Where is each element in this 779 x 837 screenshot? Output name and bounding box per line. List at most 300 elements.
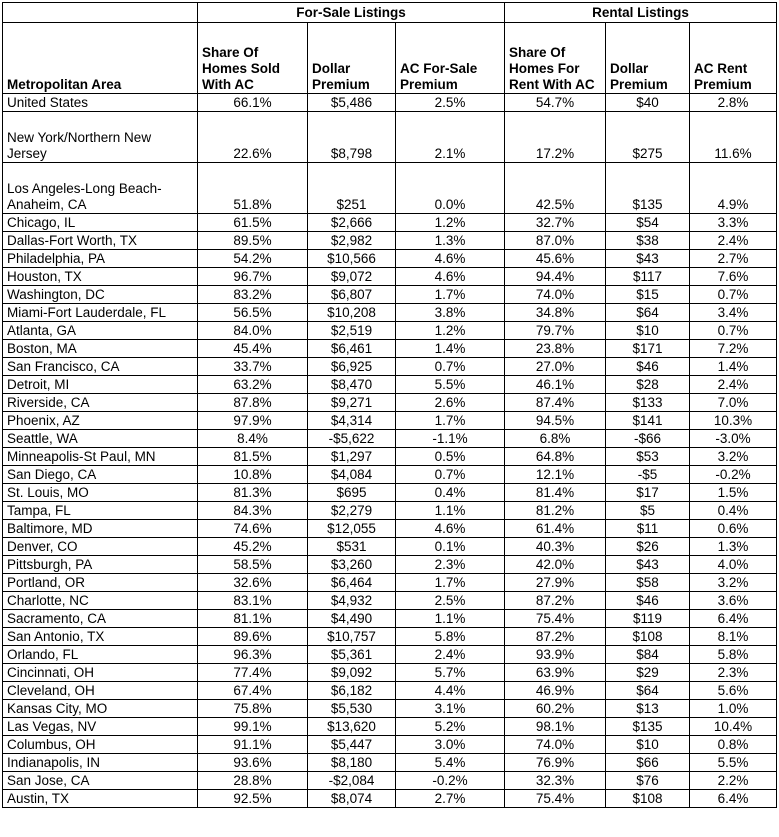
cell-rent-premium: 10.4% bbox=[690, 718, 777, 736]
cell-sale-dollar-premium: $6,807 bbox=[308, 286, 396, 304]
cell-rent-dollar-premium: $46 bbox=[606, 358, 690, 376]
cell-share-rent: 42.5% bbox=[505, 163, 606, 214]
cell-sale-premium: 4.6% bbox=[396, 250, 505, 268]
cell-sale-dollar-premium: $10,208 bbox=[308, 304, 396, 322]
column-header-share-sold: Share Of Homes Sold With AC bbox=[198, 23, 308, 94]
column-header-sale-premium: AC For-Sale Premium bbox=[396, 23, 505, 94]
cell-area: Portland, OR bbox=[3, 574, 198, 592]
cell-sale-premium: 5.8% bbox=[396, 628, 505, 646]
cell-rent-premium: 2.7% bbox=[690, 250, 777, 268]
cell-share-sold: 56.5% bbox=[198, 304, 308, 322]
group-header-row bbox=[3, 3, 777, 23]
cell-area: Washington, DC bbox=[3, 286, 198, 304]
table-row bbox=[3, 484, 777, 502]
table-row bbox=[3, 718, 777, 736]
cell-share-rent: 40.3% bbox=[505, 538, 606, 556]
cell-share-sold: 84.3% bbox=[198, 502, 308, 520]
cell-share-sold: 81.3% bbox=[198, 484, 308, 502]
cell-rent-dollar-premium: $40 bbox=[606, 94, 690, 112]
cell-rent-premium: 2.3% bbox=[690, 664, 777, 682]
cell-share-sold: 22.6% bbox=[198, 112, 308, 163]
cell-rent-dollar-premium: $84 bbox=[606, 646, 690, 664]
cell-share-sold: 8.4% bbox=[198, 430, 308, 448]
cell-share-rent: 63.9% bbox=[505, 664, 606, 682]
cell-rent-dollar-premium: $135 bbox=[606, 718, 690, 736]
cell-rent-premium: 5.6% bbox=[690, 682, 777, 700]
cell-sale-premium: 2.5% bbox=[396, 94, 505, 112]
cell-rent-dollar-premium: $141 bbox=[606, 412, 690, 430]
cell-sale-dollar-premium: -$2,084 bbox=[308, 772, 396, 790]
table-body bbox=[3, 94, 777, 808]
cell-share-sold: 93.6% bbox=[198, 754, 308, 772]
cell-sale-dollar-premium: $4,490 bbox=[308, 610, 396, 628]
cell-sale-premium: 1.3% bbox=[396, 232, 505, 250]
cell-sale-dollar-premium: $251 bbox=[308, 163, 396, 214]
table-row bbox=[3, 448, 777, 466]
cell-sale-premium: 1.1% bbox=[396, 610, 505, 628]
cell-sale-dollar-premium: $10,566 bbox=[308, 250, 396, 268]
cell-rent-premium: 2.8% bbox=[690, 94, 777, 112]
cell-area: Columbus, OH bbox=[3, 736, 198, 754]
column-header-rent-dollar-premium: Dollar Premium bbox=[606, 23, 690, 94]
cell-sale-premium: 5.5% bbox=[396, 376, 505, 394]
cell-sale-premium: 3.1% bbox=[396, 700, 505, 718]
cell-area: San Francisco, CA bbox=[3, 358, 198, 376]
cell-rent-dollar-premium: $119 bbox=[606, 610, 690, 628]
cell-rent-dollar-premium: $66 bbox=[606, 754, 690, 772]
cell-share-rent: 46.9% bbox=[505, 682, 606, 700]
cell-area: San Antonio, TX bbox=[3, 628, 198, 646]
cell-share-rent: 54.7% bbox=[505, 94, 606, 112]
cell-sale-premium: 1.1% bbox=[396, 502, 505, 520]
cell-area: Pittsburgh, PA bbox=[3, 556, 198, 574]
cell-area: United States bbox=[3, 94, 198, 112]
cell-share-rent: 74.0% bbox=[505, 286, 606, 304]
cell-rent-premium: 3.3% bbox=[690, 214, 777, 232]
cell-share-rent: 34.8% bbox=[505, 304, 606, 322]
cell-area: Philadelphia, PA bbox=[3, 250, 198, 268]
cell-share-rent: 27.9% bbox=[505, 574, 606, 592]
cell-share-sold: 81.5% bbox=[198, 448, 308, 466]
cell-sale-dollar-premium: $8,470 bbox=[308, 376, 396, 394]
table-row bbox=[3, 574, 777, 592]
table-row bbox=[3, 430, 777, 448]
table-row bbox=[3, 466, 777, 484]
cell-share-sold: 74.6% bbox=[198, 520, 308, 538]
table-row bbox=[3, 412, 777, 430]
cell-area: Baltimore, MD bbox=[3, 520, 198, 538]
cell-rent-premium: 8.1% bbox=[690, 628, 777, 646]
cell-sale-dollar-premium: $9,072 bbox=[308, 268, 396, 286]
cell-share-sold: 96.3% bbox=[198, 646, 308, 664]
cell-area: Riverside, CA bbox=[3, 394, 198, 412]
cell-rent-premium: 7.0% bbox=[690, 394, 777, 412]
table-row bbox=[3, 268, 777, 286]
cell-sale-premium: 0.1% bbox=[396, 538, 505, 556]
cell-rent-dollar-premium: $17 bbox=[606, 484, 690, 502]
cell-rent-premium: 1.3% bbox=[690, 538, 777, 556]
cell-rent-dollar-premium: $135 bbox=[606, 163, 690, 214]
cell-area: Cleveland, OH bbox=[3, 682, 198, 700]
cell-sale-dollar-premium: $2,666 bbox=[308, 214, 396, 232]
group-header-for-sale: For-Sale Listings bbox=[198, 3, 505, 23]
cell-rent-premium: 11.6% bbox=[690, 112, 777, 163]
cell-rent-premium: 0.7% bbox=[690, 286, 777, 304]
cell-rent-dollar-premium: $46 bbox=[606, 592, 690, 610]
cell-area: Los Angeles-Long Beach-Anaheim, CA bbox=[3, 163, 198, 214]
cell-rent-premium: 7.2% bbox=[690, 340, 777, 358]
cell-sale-premium: 5.4% bbox=[396, 754, 505, 772]
cell-rent-dollar-premium: $133 bbox=[606, 394, 690, 412]
cell-rent-premium: 1.0% bbox=[690, 700, 777, 718]
cell-area: Atlanta, GA bbox=[3, 322, 198, 340]
cell-sale-dollar-premium: $2,982 bbox=[308, 232, 396, 250]
cell-rent-dollar-premium: -$66 bbox=[606, 430, 690, 448]
table-row bbox=[3, 646, 777, 664]
cell-rent-premium: 3.6% bbox=[690, 592, 777, 610]
cell-sale-premium: 0.4% bbox=[396, 484, 505, 502]
cell-rent-premium: 10.3% bbox=[690, 412, 777, 430]
cell-sale-premium: 1.4% bbox=[396, 340, 505, 358]
cell-sale-dollar-premium: $6,182 bbox=[308, 682, 396, 700]
cell-area: Boston, MA bbox=[3, 340, 198, 358]
cell-sale-dollar-premium: $3,260 bbox=[308, 556, 396, 574]
cell-rent-dollar-premium: $108 bbox=[606, 628, 690, 646]
cell-share-sold: 99.1% bbox=[198, 718, 308, 736]
cell-share-sold: 63.2% bbox=[198, 376, 308, 394]
cell-share-sold: 89.6% bbox=[198, 628, 308, 646]
cell-sale-premium: 4.6% bbox=[396, 268, 505, 286]
cell-sale-dollar-premium: $8,074 bbox=[308, 790, 396, 808]
cell-rent-dollar-premium: $275 bbox=[606, 112, 690, 163]
table-row bbox=[3, 340, 777, 358]
cell-sale-premium: 0.0% bbox=[396, 163, 505, 214]
cell-sale-premium: 2.1% bbox=[396, 112, 505, 163]
cell-share-rent: 81.4% bbox=[505, 484, 606, 502]
table-row bbox=[3, 592, 777, 610]
cell-sale-premium: 0.7% bbox=[396, 466, 505, 484]
cell-rent-premium: 5.8% bbox=[690, 646, 777, 664]
cell-sale-dollar-premium: $6,925 bbox=[308, 358, 396, 376]
cell-rent-premium: 4.9% bbox=[690, 163, 777, 214]
cell-share-sold: 45.4% bbox=[198, 340, 308, 358]
cell-rent-premium: 2.4% bbox=[690, 376, 777, 394]
cell-share-rent: 64.8% bbox=[505, 448, 606, 466]
cell-sale-premium: 2.6% bbox=[396, 394, 505, 412]
cell-area: Charlotte, NC bbox=[3, 592, 198, 610]
cell-sale-dollar-premium: $695 bbox=[308, 484, 396, 502]
cell-rent-premium: 3.2% bbox=[690, 448, 777, 466]
cell-area: Sacramento, CA bbox=[3, 610, 198, 628]
cell-area: Denver, CO bbox=[3, 538, 198, 556]
cell-share-sold: 54.2% bbox=[198, 250, 308, 268]
cell-sale-dollar-premium: -$5,622 bbox=[308, 430, 396, 448]
cell-area: New York/Northern New Jersey bbox=[3, 112, 198, 163]
cell-rent-dollar-premium: $43 bbox=[606, 556, 690, 574]
cell-rent-premium: 3.4% bbox=[690, 304, 777, 322]
cell-share-rent: 61.4% bbox=[505, 520, 606, 538]
cell-rent-dollar-premium: $11 bbox=[606, 520, 690, 538]
table-row bbox=[3, 610, 777, 628]
table-row bbox=[3, 556, 777, 574]
ac-premium-table bbox=[2, 2, 777, 808]
table-row bbox=[3, 232, 777, 250]
cell-share-sold: 96.7% bbox=[198, 268, 308, 286]
table-row bbox=[3, 682, 777, 700]
cell-sale-dollar-premium: $5,530 bbox=[308, 700, 396, 718]
cell-area: Tampa, FL bbox=[3, 502, 198, 520]
cell-share-rent: 81.2% bbox=[505, 502, 606, 520]
cell-share-rent: 93.9% bbox=[505, 646, 606, 664]
cell-rent-premium: 2.2% bbox=[690, 772, 777, 790]
cell-share-sold: 51.8% bbox=[198, 163, 308, 214]
cell-area: San Diego, CA bbox=[3, 466, 198, 484]
cell-share-sold: 10.8% bbox=[198, 466, 308, 484]
cell-sale-dollar-premium: $5,447 bbox=[308, 736, 396, 754]
cell-sale-dollar-premium: $12,055 bbox=[308, 520, 396, 538]
cell-share-rent: 32.7% bbox=[505, 214, 606, 232]
cell-rent-dollar-premium: $26 bbox=[606, 538, 690, 556]
table-row bbox=[3, 163, 777, 214]
cell-rent-dollar-premium: $54 bbox=[606, 214, 690, 232]
cell-area: Austin, TX bbox=[3, 790, 198, 808]
cell-rent-premium: 1.5% bbox=[690, 484, 777, 502]
cell-share-rent: 17.2% bbox=[505, 112, 606, 163]
cell-area: Seattle, WA bbox=[3, 430, 198, 448]
table-row bbox=[3, 700, 777, 718]
cell-share-sold: 91.1% bbox=[198, 736, 308, 754]
table-row bbox=[3, 358, 777, 376]
cell-rent-dollar-premium: $5 bbox=[606, 502, 690, 520]
cell-share-sold: 81.1% bbox=[198, 610, 308, 628]
cell-share-sold: 61.5% bbox=[198, 214, 308, 232]
cell-share-rent: 32.3% bbox=[505, 772, 606, 790]
cell-rent-premium: -0.2% bbox=[690, 466, 777, 484]
table-row bbox=[3, 214, 777, 232]
cell-rent-premium: 0.7% bbox=[690, 322, 777, 340]
cell-area: Cincinnati, OH bbox=[3, 664, 198, 682]
table-row bbox=[3, 112, 777, 163]
column-header-sale-dollar-premium: Dollar Premium bbox=[308, 23, 396, 94]
table-row bbox=[3, 394, 777, 412]
cell-area: Kansas City, MO bbox=[3, 700, 198, 718]
cell-sale-premium: 4.6% bbox=[396, 520, 505, 538]
table-row bbox=[3, 502, 777, 520]
cell-share-sold: 45.2% bbox=[198, 538, 308, 556]
column-header-share-rent: Share Of Homes For Rent With AC bbox=[505, 23, 606, 94]
cell-share-rent: 76.9% bbox=[505, 754, 606, 772]
cell-rent-premium: 0.4% bbox=[690, 502, 777, 520]
cell-area: Houston, TX bbox=[3, 268, 198, 286]
cell-area: Chicago, IL bbox=[3, 214, 198, 232]
cell-sale-premium: 2.3% bbox=[396, 556, 505, 574]
cell-share-rent: 42.0% bbox=[505, 556, 606, 574]
cell-sale-premium: -0.2% bbox=[396, 772, 505, 790]
table-row bbox=[3, 304, 777, 322]
cell-sale-premium: 0.7% bbox=[396, 358, 505, 376]
cell-sale-premium: 2.5% bbox=[396, 592, 505, 610]
table-row bbox=[3, 286, 777, 304]
cell-share-sold: 92.5% bbox=[198, 790, 308, 808]
cell-share-rent: 74.0% bbox=[505, 736, 606, 754]
cell-rent-premium: 3.2% bbox=[690, 574, 777, 592]
cell-rent-premium: -3.0% bbox=[690, 430, 777, 448]
cell-area: Minneapolis-St Paul, MN bbox=[3, 448, 198, 466]
cell-share-rent: 75.4% bbox=[505, 610, 606, 628]
cell-rent-premium: 6.4% bbox=[690, 610, 777, 628]
cell-share-rent: 23.8% bbox=[505, 340, 606, 358]
cell-sale-premium: 1.7% bbox=[396, 574, 505, 592]
cell-sale-dollar-premium: $9,092 bbox=[308, 664, 396, 682]
cell-share-sold: 83.2% bbox=[198, 286, 308, 304]
cell-sale-dollar-premium: $5,486 bbox=[308, 94, 396, 112]
cell-share-rent: 87.0% bbox=[505, 232, 606, 250]
cell-rent-premium: 5.5% bbox=[690, 754, 777, 772]
cell-share-sold: 28.8% bbox=[198, 772, 308, 790]
cell-share-sold: 66.1% bbox=[198, 94, 308, 112]
cell-rent-premium: 7.6% bbox=[690, 268, 777, 286]
cell-sale-dollar-premium: $531 bbox=[308, 538, 396, 556]
cell-rent-dollar-premium: $58 bbox=[606, 574, 690, 592]
cell-share-rent: 27.0% bbox=[505, 358, 606, 376]
table-row bbox=[3, 790, 777, 808]
cell-sale-premium: 3.0% bbox=[396, 736, 505, 754]
cell-sale-premium: 2.4% bbox=[396, 646, 505, 664]
cell-share-rent: 87.2% bbox=[505, 628, 606, 646]
cell-share-rent: 87.4% bbox=[505, 394, 606, 412]
cell-share-rent: 79.7% bbox=[505, 322, 606, 340]
cell-share-sold: 89.5% bbox=[198, 232, 308, 250]
table-row bbox=[3, 250, 777, 268]
cell-sale-dollar-premium: $4,084 bbox=[308, 466, 396, 484]
cell-share-sold: 32.6% bbox=[198, 574, 308, 592]
cell-share-sold: 77.4% bbox=[198, 664, 308, 682]
cell-rent-dollar-premium: $10 bbox=[606, 322, 690, 340]
table-row bbox=[3, 664, 777, 682]
cell-sale-premium: 1.7% bbox=[396, 286, 505, 304]
cell-area: Las Vegas, NV bbox=[3, 718, 198, 736]
cell-sale-premium: 2.7% bbox=[396, 790, 505, 808]
table-row bbox=[3, 94, 777, 112]
cell-area: Detroit, MI bbox=[3, 376, 198, 394]
group-header-rental: Rental Listings bbox=[505, 3, 777, 23]
cell-share-sold: 83.1% bbox=[198, 592, 308, 610]
cell-rent-dollar-premium: $64 bbox=[606, 304, 690, 322]
cell-sale-dollar-premium: $8,798 bbox=[308, 112, 396, 163]
cell-share-sold: 33.7% bbox=[198, 358, 308, 376]
cell-sale-dollar-premium: $6,461 bbox=[308, 340, 396, 358]
cell-share-sold: 84.0% bbox=[198, 322, 308, 340]
cell-share-rent: 46.1% bbox=[505, 376, 606, 394]
table-row bbox=[3, 322, 777, 340]
cell-sale-dollar-premium: $10,757 bbox=[308, 628, 396, 646]
cell-sale-premium: 0.5% bbox=[396, 448, 505, 466]
cell-rent-dollar-premium: $15 bbox=[606, 286, 690, 304]
table-row bbox=[3, 538, 777, 556]
cell-rent-dollar-premium: $53 bbox=[606, 448, 690, 466]
cell-share-rent: 60.2% bbox=[505, 700, 606, 718]
cell-share-rent: 98.1% bbox=[505, 718, 606, 736]
cell-share-sold: 58.5% bbox=[198, 556, 308, 574]
cell-rent-premium: 1.4% bbox=[690, 358, 777, 376]
cell-sale-premium: -1.1% bbox=[396, 430, 505, 448]
cell-share-rent: 94.5% bbox=[505, 412, 606, 430]
cell-rent-dollar-premium: $64 bbox=[606, 682, 690, 700]
table-row bbox=[3, 628, 777, 646]
cell-rent-premium: 0.6% bbox=[690, 520, 777, 538]
cell-rent-dollar-premium: $171 bbox=[606, 340, 690, 358]
cell-share-sold: 97.9% bbox=[198, 412, 308, 430]
table-row bbox=[3, 736, 777, 754]
cell-sale-premium: 4.4% bbox=[396, 682, 505, 700]
cell-share-rent: 87.2% bbox=[505, 592, 606, 610]
column-header-row bbox=[3, 23, 777, 94]
cell-share-rent: 45.6% bbox=[505, 250, 606, 268]
cell-rent-premium: 0.8% bbox=[690, 736, 777, 754]
cell-sale-dollar-premium: $4,314 bbox=[308, 412, 396, 430]
table-row bbox=[3, 520, 777, 538]
cell-area: Orlando, FL bbox=[3, 646, 198, 664]
column-header-rent-premium: AC Rent Premium bbox=[690, 23, 777, 94]
cell-rent-dollar-premium: $43 bbox=[606, 250, 690, 268]
cell-sale-dollar-premium: $5,361 bbox=[308, 646, 396, 664]
cell-sale-premium: 5.2% bbox=[396, 718, 505, 736]
cell-share-sold: 67.4% bbox=[198, 682, 308, 700]
cell-rent-dollar-premium: $10 bbox=[606, 736, 690, 754]
cell-sale-dollar-premium: $8,180 bbox=[308, 754, 396, 772]
cell-sale-dollar-premium: $4,932 bbox=[308, 592, 396, 610]
cell-sale-dollar-premium: $9,271 bbox=[308, 394, 396, 412]
cell-sale-premium: 1.7% bbox=[396, 412, 505, 430]
cell-rent-premium: 6.4% bbox=[690, 790, 777, 808]
cell-rent-dollar-premium: $117 bbox=[606, 268, 690, 286]
cell-area: Phoenix, AZ bbox=[3, 412, 198, 430]
table-row bbox=[3, 772, 777, 790]
cell-rent-dollar-premium: $13 bbox=[606, 700, 690, 718]
table-row bbox=[3, 754, 777, 772]
cell-share-rent: 12.1% bbox=[505, 466, 606, 484]
cell-rent-dollar-premium: $108 bbox=[606, 790, 690, 808]
cell-area: Indianapolis, IN bbox=[3, 754, 198, 772]
cell-area: San Jose, CA bbox=[3, 772, 198, 790]
cell-sale-premium: 5.7% bbox=[396, 664, 505, 682]
cell-share-rent: 75.4% bbox=[505, 790, 606, 808]
cell-rent-premium: 2.4% bbox=[690, 232, 777, 250]
cell-sale-premium: 3.8% bbox=[396, 304, 505, 322]
cell-sale-dollar-premium: $6,464 bbox=[308, 574, 396, 592]
column-header-area: Metropolitan Area bbox=[3, 23, 198, 94]
cell-share-sold: 87.8% bbox=[198, 394, 308, 412]
cell-area: St. Louis, MO bbox=[3, 484, 198, 502]
cell-rent-dollar-premium: $29 bbox=[606, 664, 690, 682]
cell-rent-dollar-premium: -$5 bbox=[606, 466, 690, 484]
table-row bbox=[3, 376, 777, 394]
cell-rent-premium: 4.0% bbox=[690, 556, 777, 574]
cell-sale-dollar-premium: $1,297 bbox=[308, 448, 396, 466]
cell-rent-dollar-premium: $76 bbox=[606, 772, 690, 790]
cell-sale-dollar-premium: $2,519 bbox=[308, 322, 396, 340]
cell-area: Miami-Fort Lauderdale, FL bbox=[3, 304, 198, 322]
cell-area: Dallas-Fort Worth, TX bbox=[3, 232, 198, 250]
group-header-blank bbox=[3, 3, 198, 23]
cell-sale-premium: 1.2% bbox=[396, 322, 505, 340]
cell-rent-dollar-premium: $28 bbox=[606, 376, 690, 394]
cell-share-sold: 75.8% bbox=[198, 700, 308, 718]
cell-rent-dollar-premium: $38 bbox=[606, 232, 690, 250]
cell-share-rent: 6.8% bbox=[505, 430, 606, 448]
cell-sale-dollar-premium: $2,279 bbox=[308, 502, 396, 520]
cell-sale-dollar-premium: $13,620 bbox=[308, 718, 396, 736]
